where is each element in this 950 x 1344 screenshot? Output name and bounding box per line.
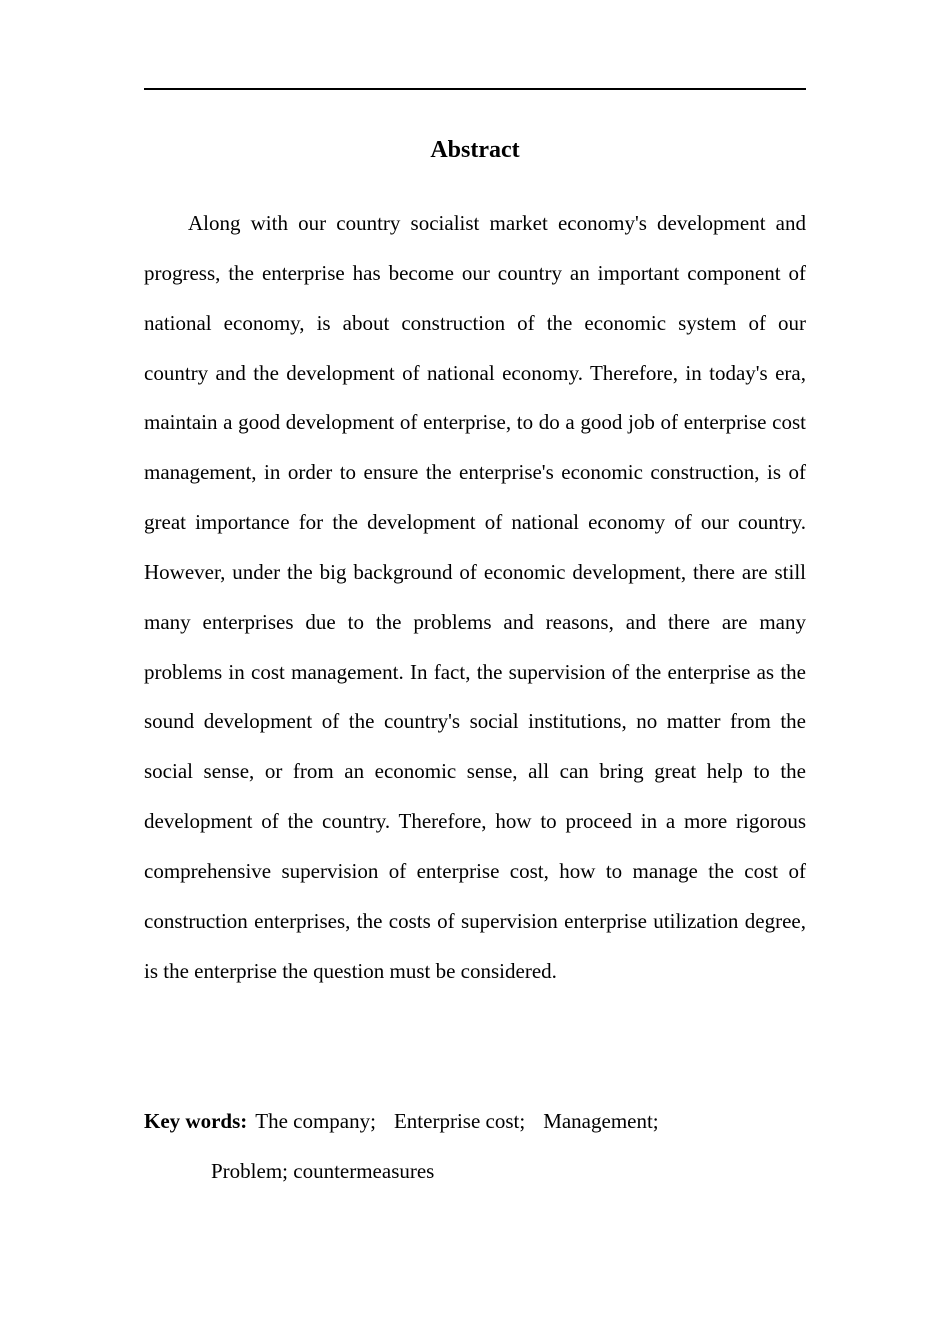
keyword-item: Problem; countermeasures [211, 1159, 435, 1183]
keyword-item: Enterprise cost; [393, 1109, 526, 1133]
abstract-body: Along with our country socialist market economy's development and progress, the enterprise has become our country an important component of national economy, is about construction of the economic system of our country and the development of national economy. Therefore, in today's era, maintain a good development of enterprise, to do a good job of enterprise cost management, in order to ensure the enterprise's economic construction, is of great importance for the development of national economy of our country. However, under the big background of economic development, there are still many enterprises due to the problems and reasons, and there are many problems in cost management. In fact, the supervision of the enterprise as the sound development of the country's social institutions, no matter from the social sense, or from an economic sense, all can bring great help to the development of the country. Therefore, how to proceed in a more rigorous comprehensive supervision of enterprise cost, how to manage the cost of construction enterprises, the costs of supervision enterprise utilization degree, is the enterprise the question must be considered. [144, 211, 806, 983]
keywords-section [144, 1096, 806, 1196]
keyword-item: The company; [255, 1109, 376, 1133]
abstract-title: Abstract [430, 137, 520, 163]
keywords-label: Key words: [144, 1109, 248, 1133]
keyword-item: Management; [543, 1109, 659, 1133]
header-rule [144, 88, 806, 90]
